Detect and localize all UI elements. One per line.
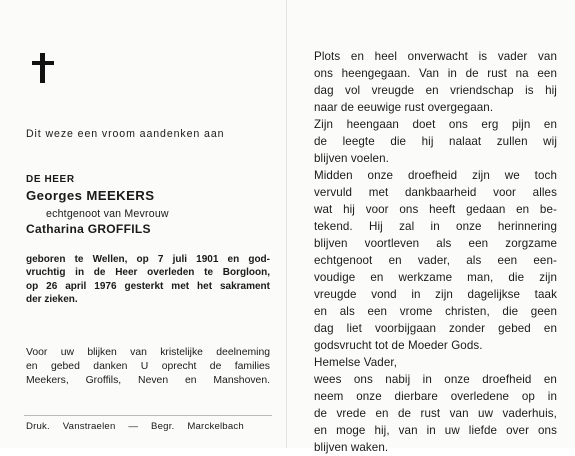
- text-line: dag vol vreugde en vriendschap is hij: [314, 84, 557, 97]
- thanks-line: en gebed danken U oprecht de families: [26, 360, 270, 372]
- printer-begr: Begr.: [151, 421, 175, 432]
- text-line: en als een vrome christen, die geen: [314, 305, 557, 318]
- bio-line: der zieken.: [26, 294, 78, 306]
- spouse-line: echtgenoot van Mevrouw: [46, 208, 169, 220]
- printer-dash: —: [128, 421, 139, 432]
- text-line: dag liet voorbijgaan zonder gebed en: [314, 322, 557, 335]
- right-panel: [314, 48, 557, 456]
- text-line: ons heengegaan. Van in de rust na een: [314, 67, 557, 80]
- text-line: blijven voortleven als een zorgzame: [314, 237, 557, 250]
- spouse-name: [26, 222, 151, 236]
- thanks-line: Meekers, Groffils, Neven en Manshoven.: [26, 374, 270, 386]
- spouse-surname: GROFFILS: [87, 222, 151, 236]
- bio-line: geboren te Wellen, op 7 juli 1901 en god-: [26, 254, 270, 265]
- title-text: DE HEER: [26, 174, 75, 185]
- text-line: Hemelse Vader,: [314, 356, 398, 369]
- printer-name: Vanstraelen: [62, 421, 116, 432]
- text-line: wat hij voor ons heeft gedaan en be-: [314, 203, 557, 216]
- card-fold-line: [286, 0, 287, 448]
- printer-druk: Druk.: [26, 421, 50, 432]
- text-line: Zijn heengaan doet ons erg pijn en: [314, 118, 557, 131]
- text-line: godsvrucht tot de Moeder Gods.: [314, 339, 483, 352]
- intro-text: Dit weze een vroom aandenken aan: [26, 128, 225, 140]
- text-line: vreugde vond in zijn dagelijkse taak: [314, 288, 557, 301]
- text-line: blijven waken.: [314, 441, 389, 454]
- bio-paragraph: [26, 253, 270, 307]
- left-panel: [24, 0, 274, 448]
- thanks-paragraph: [26, 346, 270, 387]
- text-line: en moge hij, van in uw liefde over ons: [314, 424, 557, 437]
- deceased-first-name: Georges: [26, 188, 83, 203]
- text-line: echtgenoot en vader, als een een-: [314, 254, 557, 267]
- text-line: blijven voelen.: [314, 152, 389, 165]
- bio-line: op 26 april 1976 gesterkt met het sakrament: [26, 280, 270, 292]
- divider: [24, 415, 272, 416]
- text-line: neem onze dierbare overledene op in: [314, 390, 557, 403]
- text-line: de leegte die hij nalaat zullen wij: [314, 135, 557, 148]
- printer-begr-name: Marckelbach: [187, 421, 244, 432]
- deceased-name: [26, 188, 154, 203]
- text-line: naar de eeuwige rust overgegaan.: [314, 101, 494, 114]
- printer-credit: [26, 421, 254, 432]
- text-line: de vrede en de rust van uw vaderhuis,: [314, 407, 557, 420]
- text-line: tekend. Hij zal in onze herinnering: [314, 220, 557, 233]
- thanks-line: Voor uw blijken van kristelijke deelneming: [26, 347, 270, 358]
- text-line: wees ons nabij in onze droefheid en: [314, 373, 557, 386]
- text-line: voudige en werkzame man, die zijn: [314, 271, 557, 284]
- text-line: vervuld met dankbaarheid voor alles: [314, 186, 557, 199]
- spouse-first-name: Catharina: [26, 222, 85, 236]
- text-line: Midden onze droefheid zijn we toch: [314, 169, 557, 182]
- deceased-surname: MEEKERS: [86, 188, 155, 203]
- bio-line: vruchtig in de Heer overleden te Borgloon,: [26, 267, 270, 279]
- text-line: Plots en heel onverwacht is vader van: [314, 50, 557, 63]
- cross-icon: [32, 53, 54, 83]
